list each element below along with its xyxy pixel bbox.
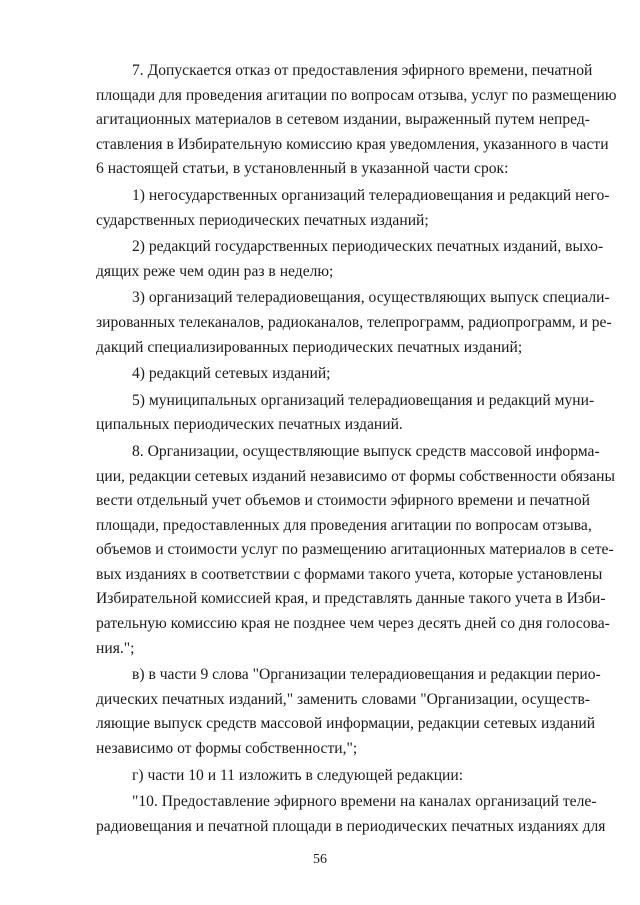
paragraph [96, 764, 590, 789]
text-line: ципальных периодических печатных изданий. [96, 416, 403, 434]
text-line: агитационных материалов в сетевом издании, выраженный путем непред- [96, 111, 590, 129]
text-line: независимо от формы собственности,"; [96, 740, 358, 758]
text-line: в) в части 9 слова "Организации телерадиовещания и редакции перио- [132, 666, 601, 684]
text-line: 1) негосударственных организаций телерадиовещания и редакций него- [132, 186, 610, 204]
document-body [96, 59, 617, 839]
text-line: 3) организаций телерадиовещания, осуществляющих выпуск специали- [132, 289, 610, 307]
text-line: ставления в Избирательную комиссию края уведомления, указанного в части [96, 135, 609, 153]
text-line: 2) редакций государственных периодических печатных изданий, выхо- [132, 238, 604, 256]
text-line: площади для проведения агитации по вопросам отзыва, услуг по размещению [96, 86, 617, 104]
text-line: Избирательной комиссией края, и представлять данные такого учета в Изби- [96, 590, 606, 608]
paragraph [96, 389, 595, 438]
text-line: зированных телеканалов, радиоканалов, телепрограмм, радиопрограмм, и ре- [96, 313, 612, 331]
text-line: радиовещания и печатной площади в периодических печатных изданиях для [96, 817, 606, 835]
paragraph [96, 440, 615, 661]
text-line: рательную комиссию края не позднее чем через десять дней со дня голосова- [96, 615, 610, 633]
paragraph [96, 286, 612, 360]
text-line: вых изданиях в соответствии с формами такого учета, которые установлены [96, 565, 603, 583]
paragraph [96, 362, 590, 387]
paragraph [96, 663, 601, 761]
text-line: дакций специализированных периодических печатных изданий; [96, 338, 523, 356]
text-line: г) части 10 и 11 изложить в следующей редакции: [132, 766, 464, 784]
text-line: 5) муниципальных организаций телерадиовещания и редакций муни- [132, 391, 595, 409]
text-line: дящих реже чем один раз в неделю; [96, 262, 334, 280]
text-line: объемов и стоимости услуг по размещению агитационных материалов в сете- [96, 541, 614, 559]
text-line: 7. Допускается отказ от предоставления эфирного времени, печатной [132, 62, 593, 79]
text-line: 6 настоящей статьи, в установленный в указанной части срок: [96, 160, 509, 178]
text-line: вести отдельный учет объемов и стоимости эфирного времени и печатной [96, 492, 590, 510]
text-line: 4) редакций сетевых изданий; [132, 365, 331, 383]
page-number: 56 [313, 852, 327, 867]
paragraph [96, 59, 617, 182]
text-line: площади, предоставленных для проведения агитации по вопросам отзыва, [96, 516, 592, 534]
text-line: 8. Организации, осуществляющие выпуск средств массовой информа- [132, 442, 600, 460]
text-line: ляющие выпуск средств массовой информации, редакции сетевых изданий [96, 715, 596, 733]
text-line: дических печатных изданий," заменить словами "Организации, осуществ- [96, 690, 590, 708]
paragraph [96, 235, 604, 284]
text-line: ния."; [96, 639, 135, 657]
paragraph [96, 790, 606, 839]
paragraph [96, 184, 610, 233]
text-line: ции, редакции сетевых изданий независимо от формы собственности обязаны [96, 467, 615, 485]
text-line: "10. Предоставление эфирного времени на каналах организаций теле- [132, 793, 597, 811]
text-line: сударственных периодических печатных изданий; [96, 211, 429, 229]
